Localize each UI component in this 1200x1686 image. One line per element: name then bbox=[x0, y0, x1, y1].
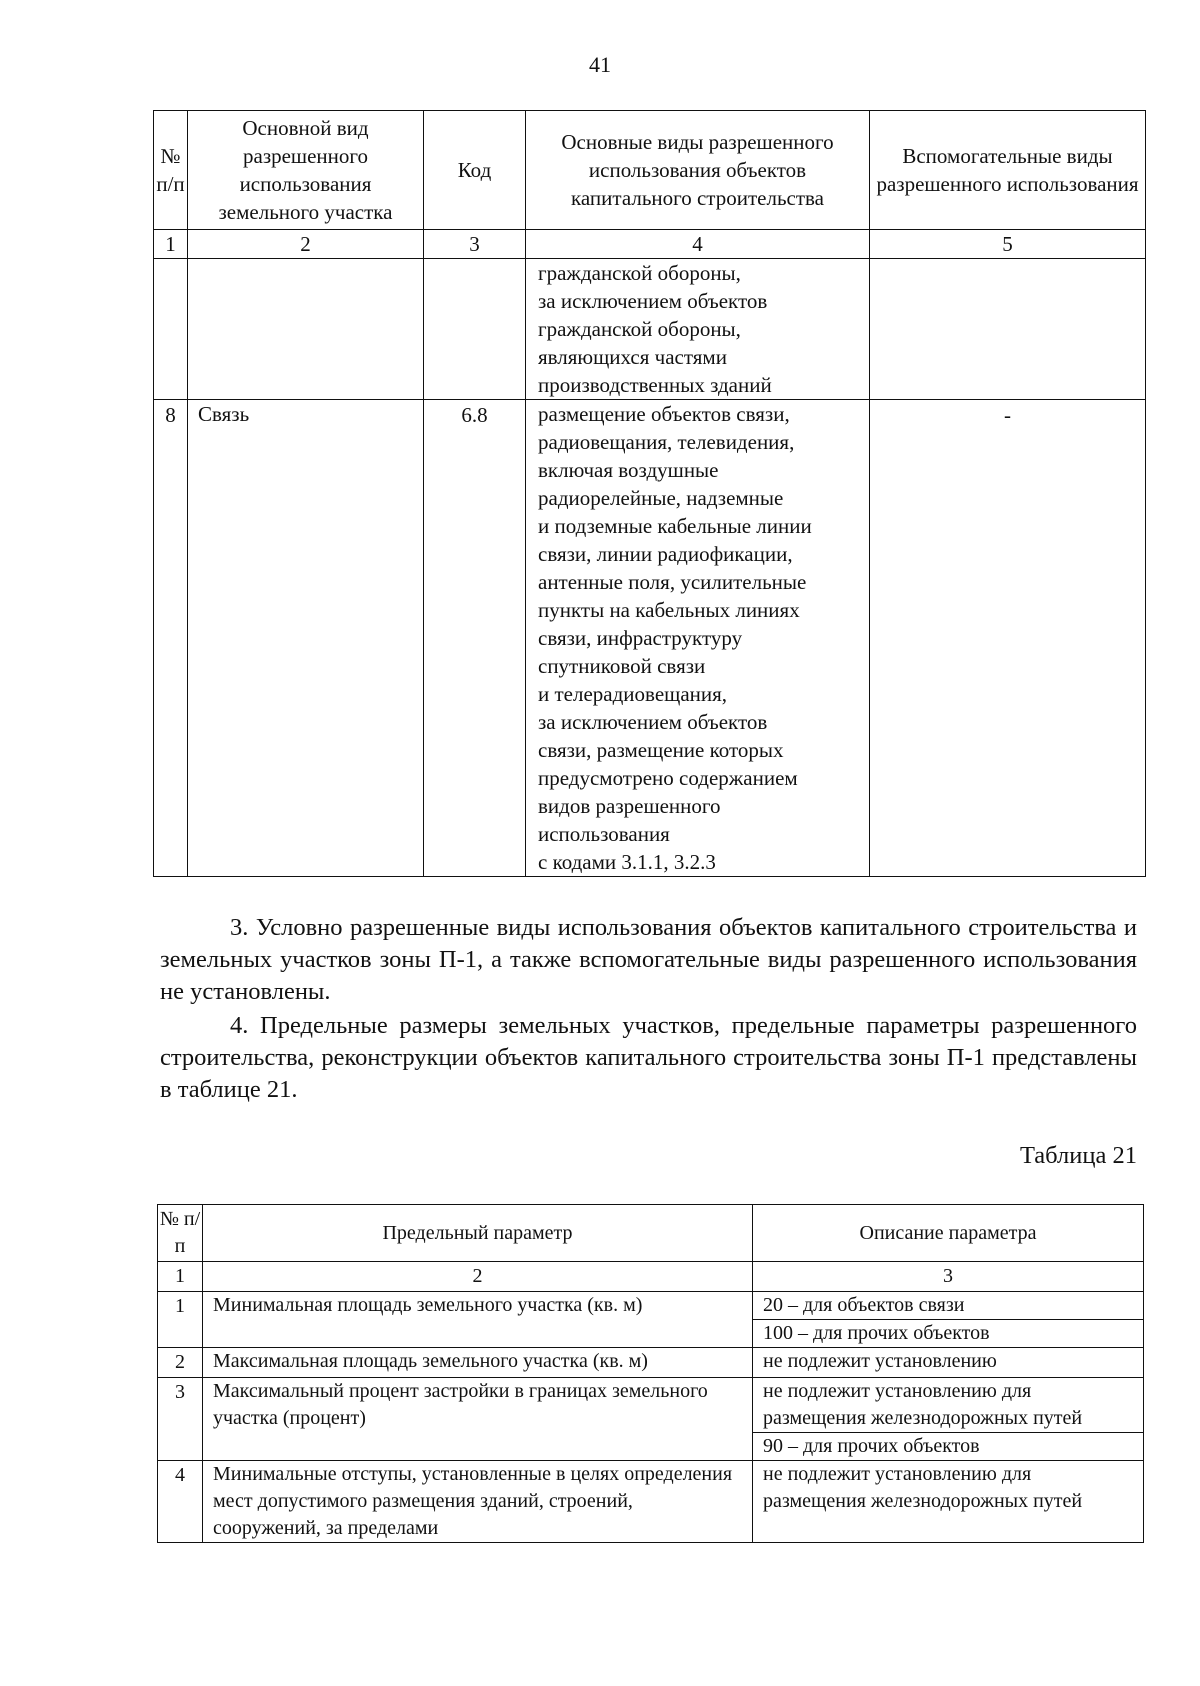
table-row bbox=[154, 400, 1146, 877]
text-line: пункты на кабельных линиях bbox=[538, 598, 800, 622]
row-description: 100 – для прочих объектов bbox=[753, 1320, 1144, 1348]
row-num: 8 bbox=[154, 400, 188, 877]
text-line: предусмотрено содержанием bbox=[538, 766, 798, 790]
column-number: 2 bbox=[203, 1262, 753, 1292]
table-header-row bbox=[158, 1205, 1144, 1262]
text-line: видов разрешенного bbox=[538, 794, 721, 818]
header-cell-aux-uses: Вспомогательные виды разрешенного использования bbox=[870, 111, 1146, 230]
table-row bbox=[158, 1292, 1144, 1320]
header-cell-parameter: Предельный параметр bbox=[203, 1205, 753, 1262]
row-aux-uses bbox=[870, 259, 1146, 400]
row-name bbox=[188, 259, 424, 400]
header-cell-code: Код bbox=[424, 111, 526, 230]
column-number: 3 bbox=[424, 230, 526, 259]
row-parameter: Максимальный процент застройки в границах земельного участка (процент) bbox=[203, 1378, 753, 1461]
header-cell-num: № п/п bbox=[154, 111, 188, 230]
text-line: производственных зданий bbox=[538, 373, 772, 397]
row-main-uses bbox=[526, 400, 870, 877]
row-aux-uses: - bbox=[870, 400, 1146, 877]
column-number-row bbox=[158, 1262, 1144, 1292]
row-num: 4 bbox=[158, 1461, 203, 1543]
row-parameter: Минимальная площадь земельного участка (кв. м) bbox=[203, 1292, 753, 1348]
text-line: использования bbox=[538, 822, 670, 846]
text-line: размещение объектов связи, bbox=[538, 402, 790, 426]
text-line: связи, инфраструктуру bbox=[538, 626, 743, 650]
row-num: 1 bbox=[158, 1292, 203, 1348]
text-line: связи, линии радиофикации, bbox=[538, 542, 793, 566]
paragraph-limit-sizes: 4. Предельные размеры земельных участков, предельные параметры разрешенного строительства, реконструкции объектов капитального строительства зоны П-1 представлены в таблице 21. bbox=[160, 1012, 1137, 1103]
text-line: являющихся частями bbox=[538, 345, 727, 369]
row-main-uses bbox=[526, 259, 870, 400]
text-line: за исключением объектов bbox=[538, 289, 768, 313]
header-cell-description: Описание параметра bbox=[753, 1205, 1144, 1262]
limit-parameters-table bbox=[157, 1204, 1144, 1543]
land-use-table bbox=[153, 110, 1146, 877]
row-num: 2 bbox=[158, 1348, 203, 1378]
text-line: гражданской обороны, bbox=[538, 261, 741, 285]
text-line: с кодами 3.1.1, 3.2.3 bbox=[538, 850, 716, 874]
row-description: не подлежит установлению bbox=[753, 1348, 1144, 1378]
column-number-row bbox=[154, 230, 1146, 259]
text-line: гражданской обороны, bbox=[538, 317, 741, 341]
paragraph-conditional-uses: 3. Условно разрешенные виды использования объектов капитального строительства и земельных участков зоны П-1, а также вспомогательные виды разрешенного использования не установлены. bbox=[160, 914, 1137, 1005]
row-code bbox=[424, 259, 526, 400]
row-code: 6.8 bbox=[424, 400, 526, 877]
row-parameter: Максимальная площадь земельного участка (кв. м) bbox=[203, 1348, 753, 1378]
column-number: 5 bbox=[870, 230, 1146, 259]
page-number: 41 bbox=[589, 52, 611, 77]
row-name: Связь bbox=[188, 400, 424, 877]
column-number: 4 bbox=[526, 230, 870, 259]
text-line: включая воздушные bbox=[538, 458, 719, 482]
header-cell-main-uses: Основные виды разрешенного использования объектов капитального строительства bbox=[526, 111, 870, 230]
column-number: 1 bbox=[154, 230, 188, 259]
row-description: не подлежит установлению для размещения железнодорожных путей bbox=[753, 1461, 1144, 1543]
table-row bbox=[154, 259, 1146, 400]
text-line: связи, размещение которых bbox=[538, 738, 784, 762]
row-description: не подлежит установлению для размещения железнодорожных путей bbox=[753, 1378, 1144, 1433]
table-caption: Таблица 21 bbox=[1019, 1142, 1137, 1169]
table-row bbox=[158, 1378, 1144, 1433]
text-line: и подземные кабельные линии bbox=[538, 514, 812, 538]
table-row bbox=[158, 1461, 1144, 1543]
text-line: и телерадиовещания, bbox=[538, 682, 728, 706]
column-number: 3 bbox=[753, 1262, 1144, 1292]
row-num: 3 bbox=[158, 1378, 203, 1461]
row-num bbox=[154, 259, 188, 400]
text-line: спутниковой связи bbox=[538, 654, 706, 678]
header-cell-num: № п/п bbox=[158, 1205, 203, 1262]
text-line: радиовещания, телевидения, bbox=[538, 430, 795, 454]
column-number: 1 bbox=[158, 1262, 203, 1292]
row-description: 90 – для прочих объектов bbox=[753, 1433, 1144, 1461]
column-number: 2 bbox=[188, 230, 424, 259]
table-row bbox=[158, 1348, 1144, 1378]
text-line: радиорелейные, надземные bbox=[538, 486, 784, 510]
text-line: антенные поля, усилительные bbox=[538, 570, 807, 594]
table-header-row bbox=[154, 111, 1146, 230]
text-line: за исключением объектов bbox=[538, 710, 768, 734]
header-cell-land-use: Основной вид разрешенного использования земельного участка bbox=[188, 111, 424, 230]
row-description: 20 – для объектов связи bbox=[753, 1292, 1144, 1320]
row-parameter: Минимальные отступы, установленные в целях определения мест допустимого размещения зданий, строений, сооружений, за пределами bbox=[203, 1461, 753, 1543]
